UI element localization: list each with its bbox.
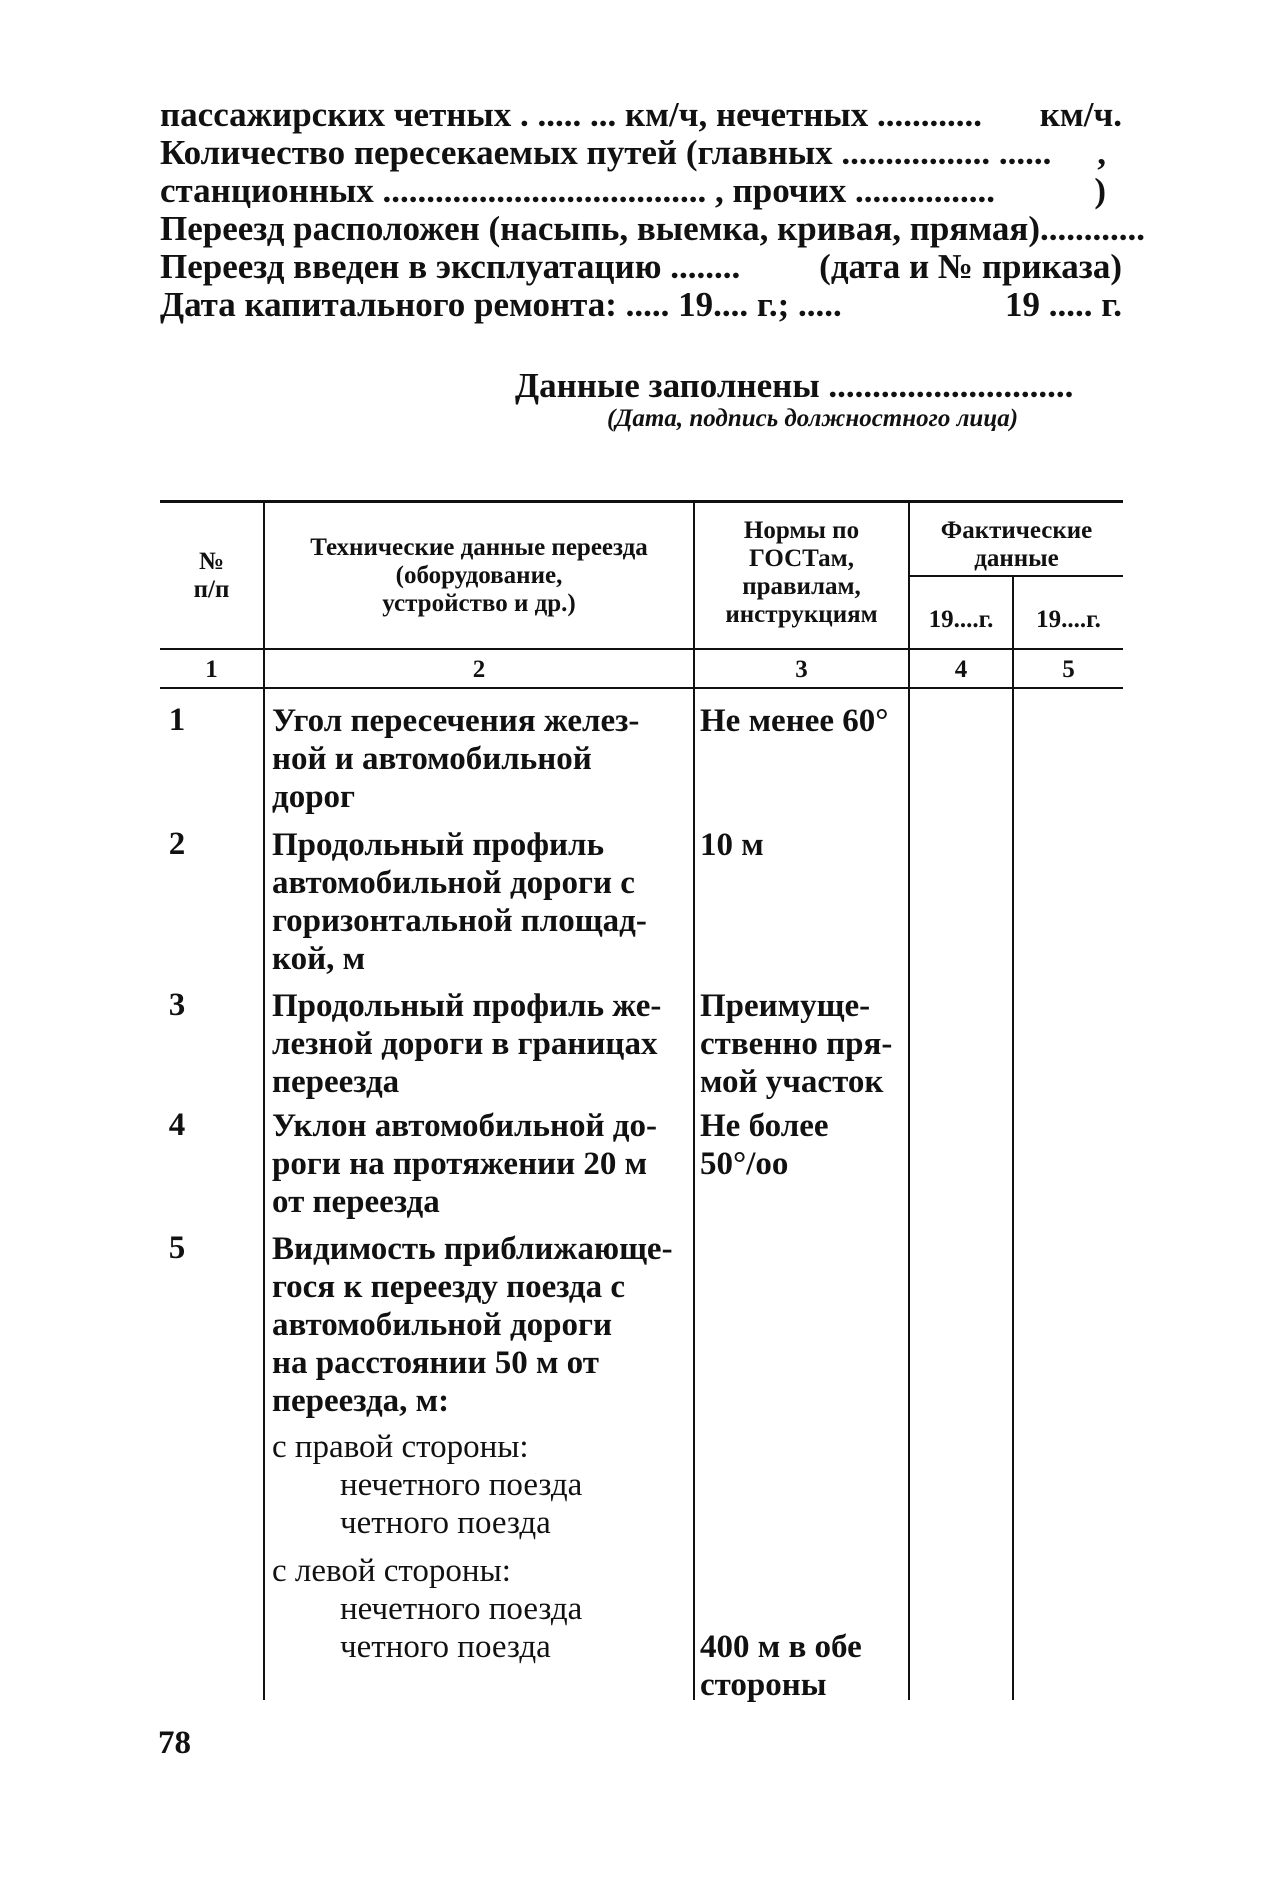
header-tech-line: устройство и др.) xyxy=(382,590,576,617)
row-text-line: Продольный профиль же- xyxy=(272,988,662,1024)
row-text-line: на расстоянии 50 м от xyxy=(272,1345,599,1381)
row-norm xyxy=(700,987,910,1101)
row-text-line: кой, м xyxy=(272,941,366,977)
left-side-odd-train: нечетного поезда xyxy=(340,1591,583,1627)
row-text-line: переезда xyxy=(272,1064,400,1100)
info-line-commissioned xyxy=(160,247,1122,285)
row-number: 3 xyxy=(168,987,186,1023)
row-norm-line: мой участок xyxy=(700,1064,884,1100)
header-actual-data xyxy=(910,517,1123,573)
row-text-line: автомобильной дороги xyxy=(272,1307,612,1343)
row-norm xyxy=(700,1107,910,1183)
left-side-block xyxy=(272,1552,682,1666)
header-number xyxy=(160,548,263,604)
row-text-line: ной и автомобильной xyxy=(272,741,592,777)
row-technical-text xyxy=(272,1107,682,1221)
row-norm xyxy=(700,702,910,740)
right-side-label: с правой стороны: xyxy=(272,1429,529,1465)
info-line-repair-year: 19 ..... г. xyxy=(1005,285,1122,324)
row-norm-line: 10 м xyxy=(700,827,764,863)
row-norm-line: 400 м в обе xyxy=(700,1629,862,1665)
header-technical-data xyxy=(265,534,693,618)
column-numbers-rule xyxy=(160,687,1123,689)
column-number-1: 1 xyxy=(205,656,218,683)
row-number: 5 xyxy=(168,1230,186,1266)
row-text-line: от переезда xyxy=(272,1184,440,1220)
header-actual-line: данные xyxy=(974,545,1059,572)
info-line-location xyxy=(160,209,1146,248)
actual-data-underline xyxy=(910,575,1123,577)
row-technical-text xyxy=(272,1230,682,1420)
header-year-1: 19....г. xyxy=(928,606,994,633)
table-top-rule xyxy=(160,500,1123,503)
row-norm-line: ственно пря- xyxy=(700,1026,893,1062)
row-text-line: переезда, м: xyxy=(272,1383,450,1419)
header-norms xyxy=(695,517,908,629)
row-norm-line xyxy=(700,1145,910,1183)
per-mille-symbol: °/оо xyxy=(733,1146,789,1182)
header-year-2: 19....г. xyxy=(1036,606,1101,633)
row-technical-text xyxy=(272,826,682,978)
info-line-tracks xyxy=(160,133,1122,171)
header-tech-line: Технические данные переезда xyxy=(310,534,648,561)
info-line-tracks-text: Количество пересекаемых путей (главных ................. ...... xyxy=(160,133,1052,172)
row-text-line: Видимость приближающе- xyxy=(272,1231,673,1267)
column-number-5: 5 xyxy=(1062,656,1075,683)
row-text-line: Уклон автомобильной до- xyxy=(272,1108,657,1144)
row-text-line: лезной дороги в границах xyxy=(272,1026,658,1062)
grade-value: 50 xyxy=(700,1146,733,1182)
row-norm-line: стороны xyxy=(700,1667,827,1703)
row-text-line: горизонтальной площад- xyxy=(272,903,647,939)
header-actual-line: Фактические xyxy=(940,517,1093,544)
info-line-commissioned-note: (дата и № приказа) xyxy=(819,247,1122,286)
info-line-commissioned-text: Переезд введен в эксплуатацию ........ xyxy=(160,247,741,286)
info-line-station-text: станционных ..................................... , прочих ................ xyxy=(160,171,995,210)
info-line-speed-unit: км/ч. xyxy=(1039,95,1122,134)
row-text-line: дорог xyxy=(272,779,356,815)
info-line-station-tracks xyxy=(160,171,1122,209)
row-number: 2 xyxy=(168,826,186,862)
column-number-2: 2 xyxy=(472,656,486,683)
header-bottom-rule xyxy=(160,648,1123,650)
row-number: 1 xyxy=(168,702,186,738)
data-filled-line: Данные заполнены ............................ xyxy=(515,366,1074,405)
info-line-tracks-comma: , xyxy=(1097,133,1106,172)
header-number-pp: п/п xyxy=(193,576,230,603)
column-divider-4 xyxy=(1012,576,1014,1700)
row-technical-text xyxy=(272,702,682,816)
info-line-station-paren: ) xyxy=(1094,171,1106,210)
left-side-label: с левой стороны: xyxy=(272,1553,511,1589)
right-side-even-train: четного поезда xyxy=(340,1505,551,1541)
header-norms-line: правилам, xyxy=(742,573,861,600)
column-number-4: 4 xyxy=(954,656,968,683)
row-norm-line: Преимуще- xyxy=(700,988,871,1024)
row-norm-line: Не более xyxy=(700,1108,829,1144)
info-line-repair-text: Дата капитального ремонта: ..... 19.... г.; ..... xyxy=(160,285,842,324)
row-norm xyxy=(700,1628,910,1704)
row-norm xyxy=(700,826,910,864)
row-number: 4 xyxy=(168,1107,186,1143)
row-norm-line: Не менее 60° xyxy=(700,703,889,739)
row-text-line: роги на протяжении 20 м xyxy=(272,1146,648,1182)
page-number: 78 xyxy=(158,1725,191,1761)
header-number-sign: № xyxy=(198,548,225,575)
row-text-line: Продольный профиль xyxy=(272,827,605,863)
header-tech-line: (оборудование, xyxy=(395,562,563,589)
row-text-line: Угол пересечения желез- xyxy=(272,703,640,739)
column-number-3: 3 xyxy=(795,656,808,683)
row-text-line: гося к переезду поезда с xyxy=(272,1269,626,1305)
header-norms-line: Нормы по xyxy=(743,517,860,544)
info-line-speed-text: пассажирских четных . ..... ... км/ч, нечетных ............ xyxy=(160,95,983,134)
data-filled-caption: (Дата, подпись должностного лица) xyxy=(607,405,1019,432)
info-line-speed xyxy=(160,95,1122,133)
row-technical-text xyxy=(272,987,682,1101)
header-norms-line: инструкциям xyxy=(725,601,878,628)
header-norms-line: ГОСТам, xyxy=(749,545,854,572)
row-text-line: автомобильной дороги с xyxy=(272,865,635,901)
info-line-location-text: Переезд расположен (насыпь, выемка, кривая, прямая)............ xyxy=(160,209,1146,248)
right-side-odd-train: нечетного поезда xyxy=(340,1467,583,1503)
left-side-even-train: четного поезда xyxy=(340,1629,551,1665)
right-side-block xyxy=(272,1428,682,1542)
info-line-repair xyxy=(160,285,1122,323)
